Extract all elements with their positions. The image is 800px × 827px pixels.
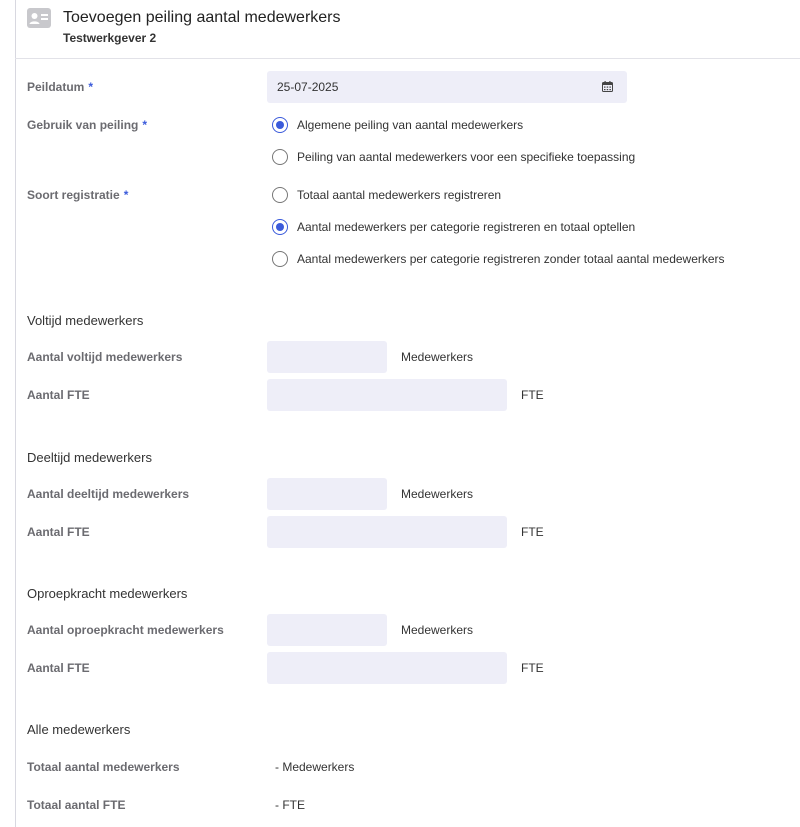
deeltijd-fte-input[interactable]	[267, 516, 507, 548]
radio-selected[interactable]	[272, 117, 288, 133]
soort-option-categorie-optellen[interactable]: Aantal medewerkers per categorie registreren en totaal optellen	[272, 218, 635, 236]
deeltijd-count-unit: Medewerkers	[401, 487, 474, 501]
soort-label: Soort registratie *	[27, 188, 129, 202]
gebruik-option-specifiek[interactable]: Peiling van aantal medewerkers voor een specifieke toepassing	[272, 148, 635, 166]
peildatum-input[interactable]	[267, 71, 627, 103]
radio-unselected[interactable]	[272, 187, 288, 203]
form-header	[15, 0, 800, 59]
radio-unselected[interactable]	[272, 149, 288, 165]
peildatum-label: Peildatum *	[27, 80, 94, 94]
radio-unselected[interactable]	[272, 251, 288, 267]
alle-total-value: - Medewerkers	[275, 760, 355, 774]
left-border	[15, 0, 16, 827]
oproep-fte-unit: FTE	[521, 661, 544, 675]
deeltijd-fte-label: Aantal FTE	[27, 525, 90, 539]
deeltijd-count-label: Aantal deeltijd medewerkers	[27, 487, 190, 501]
voltijd-fte-input[interactable]	[267, 379, 507, 411]
voltijd-fte-unit: FTE	[521, 388, 544, 402]
gebruik-label: Gebruik van peiling *	[27, 118, 148, 132]
voltijd-heading: Voltijd medewerkers	[27, 313, 144, 328]
deeltijd-fte-unit: FTE	[521, 525, 544, 539]
alle-total-label: Totaal aantal medewerkers	[27, 760, 180, 774]
oproep-count-label: Aantal oproepkracht medewerkers	[27, 623, 224, 637]
deeltijd-heading: Deeltijd medewerkers	[27, 450, 152, 465]
oproep-heading: Oproepkracht medewerkers	[27, 586, 188, 601]
page-subtitle: Testwerkgever 2	[63, 31, 157, 45]
oproep-count-input[interactable]	[267, 614, 387, 646]
calendar-icon[interactable]	[602, 81, 613, 92]
oproep-fte-input[interactable]	[267, 652, 507, 684]
oproep-fte-label: Aantal FTE	[27, 661, 90, 675]
contact-card-icon	[27, 8, 51, 28]
voltijd-count-unit: Medewerkers	[401, 350, 474, 364]
alle-fte-label: Totaal aantal FTE	[27, 798, 126, 812]
alle-fte-value: - FTE	[275, 798, 305, 812]
voltijd-count-label: Aantal voltijd medewerkers	[27, 350, 183, 364]
gebruik-option-algemeen[interactable]: Algemene peiling van aantal medewerkers	[272, 116, 523, 134]
page-title: Toevoegen peiling aantal medewerkers	[63, 9, 341, 26]
radio-selected[interactable]	[272, 219, 288, 235]
voltijd-fte-label: Aantal FTE	[27, 388, 90, 402]
soort-option-categorie-zonder-totaal[interactable]: Aantal medewerkers per categorie registreren zonder totaal aantal medewerkers	[272, 250, 725, 268]
oproep-count-unit: Medewerkers	[401, 623, 474, 637]
deeltijd-count-input[interactable]	[267, 478, 387, 510]
voltijd-count-input[interactable]	[267, 341, 387, 373]
alle-heading: Alle medewerkers	[27, 722, 131, 737]
soort-option-totaal[interactable]: Totaal aantal medewerkers registreren	[272, 186, 501, 204]
